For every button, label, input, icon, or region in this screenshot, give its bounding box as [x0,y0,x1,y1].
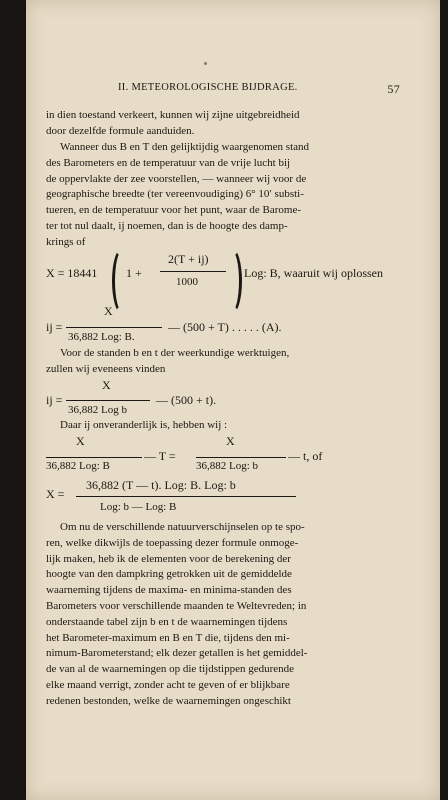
book-page [26,0,440,800]
text-line: Barometers voor verschillende maanden te Weltevreden; in [46,599,307,612]
text-line: tueren, en de temperatuur voor het punt, waar de Barome- [46,204,302,217]
text-line: waarneming tijdens de maxima- en minima-standen des [46,584,292,597]
text-line-content: Voor de standen b en t der weerkundige werktuigen, [60,347,290,359]
left-paren [112,248,132,314]
text-line [46,520,398,536]
eq1-one: 1 + [126,266,142,280]
paragraph-3 [46,346,398,378]
text-line-content: Om nu de verschillende natuurverschijnselen op te spo- [60,521,305,533]
text-line: lijk maken, heb ik de elementen voor de berekening der [46,552,291,565]
text-line: hoogte van den dampkring getrokken uit de gemiddelde [46,568,292,581]
eqC-numerator-2: X [226,434,235,448]
fraction-bar [46,457,142,458]
text-line: het Barometer-maximum en B en T die, tijdens den mi- [46,631,290,644]
page-number: 57 [387,82,400,96]
text-line: de oppervlakte der zee voorstellen, — wanneer wij voor de [46,172,307,185]
text-line: des Barometers en de temperatuur van de vrije lucht bij [46,156,291,169]
text-line [46,140,398,156]
text-line: redenen bestonden, welke de waarnemingen ongeschikt [46,694,291,707]
fraction-bar [66,400,150,401]
eqD-denominator: Log: b — Log: B [100,501,177,513]
eqB-denominator: 36,882 Log b [68,404,127,416]
text-line-content: Wanneer dus B en T den gelijktijdig waargenomen stand [60,141,310,153]
eqB-numerator: X [102,378,111,392]
eqB-lhs: ij = [46,393,63,407]
eq1-denominator: 1000 [176,276,198,288]
text-line: ter tot nul daalt, ij noemen, dan is de hoogte des damp- [46,219,288,232]
text-line: door dezelfde formule aanduiden. [46,124,195,137]
fraction-bar [76,496,296,497]
eqA-denominator: 36,882 Log: B. [68,331,135,343]
text-line: onderstaande tabel zijn b en t de waarnemingen tijdens [46,615,288,628]
eq1-rhs: Log: B, waaruit wij oplossen [244,266,383,280]
paragraph-5 [46,520,398,710]
text-line: zullen wij eveneens vinden [46,362,166,375]
eqC-denominator-1: 36,882 Log: B [46,460,110,472]
text-line: geographische breedte (ter vereenvoudiging) 6° 10′ substi- [46,188,304,201]
eq1-lhs: X = 18441 [46,266,98,280]
eqD-numerator: 36,882 (T — t). Log: B. Log: b [86,478,236,492]
fraction-bar [160,271,226,272]
paragraph-4 [46,418,398,434]
eqD-lhs: X = [46,487,65,501]
text-line: de van al de waarnemingen op die tijdstippen gedurende [46,663,295,676]
eqA-numerator: X [104,304,113,318]
fraction-bar [66,327,162,328]
paragraph-1 [46,108,398,140]
text-line: in dien toestand verkeert, kunnen wij zijne uitgebreidheid [46,109,300,121]
eqC-rhs: — t, of [288,449,323,463]
eqC-numerator-1: X [76,434,85,448]
eqB-rhs: — (500 + t). [156,393,217,407]
paragraph-2 [46,140,398,251]
text-line-content: Daar ij onveranderlijk is, hebben wij : [60,419,228,431]
text-line: ren, welke dikwijls de toepassing dezer formule onmoge- [46,536,299,549]
text-line: krings of [46,235,86,248]
eqC-denominator-2: 36,882 Log: b [196,460,259,472]
eq1-numerator: 2(T + ij) [168,252,209,266]
text-line [46,346,398,362]
eqA-rhs: — (500 + T) . . . . . (A). [168,320,282,334]
fraction-bar [196,457,286,458]
text-line: elke maand verrigt, zonder acht te geven of er blijkbare [46,678,290,691]
text-line: nimum-Barometerstand; elk dezer getallen is het gemiddel- [46,647,308,660]
right-paren [222,248,242,314]
eqA-lhs: ij = [46,320,63,334]
header-title: II. METEOROLOGISCHE BIJDRAGE. [118,82,298,93]
eqC-middle: — T = [144,449,176,463]
text-line [46,418,398,434]
running-header [118,82,400,97]
page-speck [204,62,207,65]
